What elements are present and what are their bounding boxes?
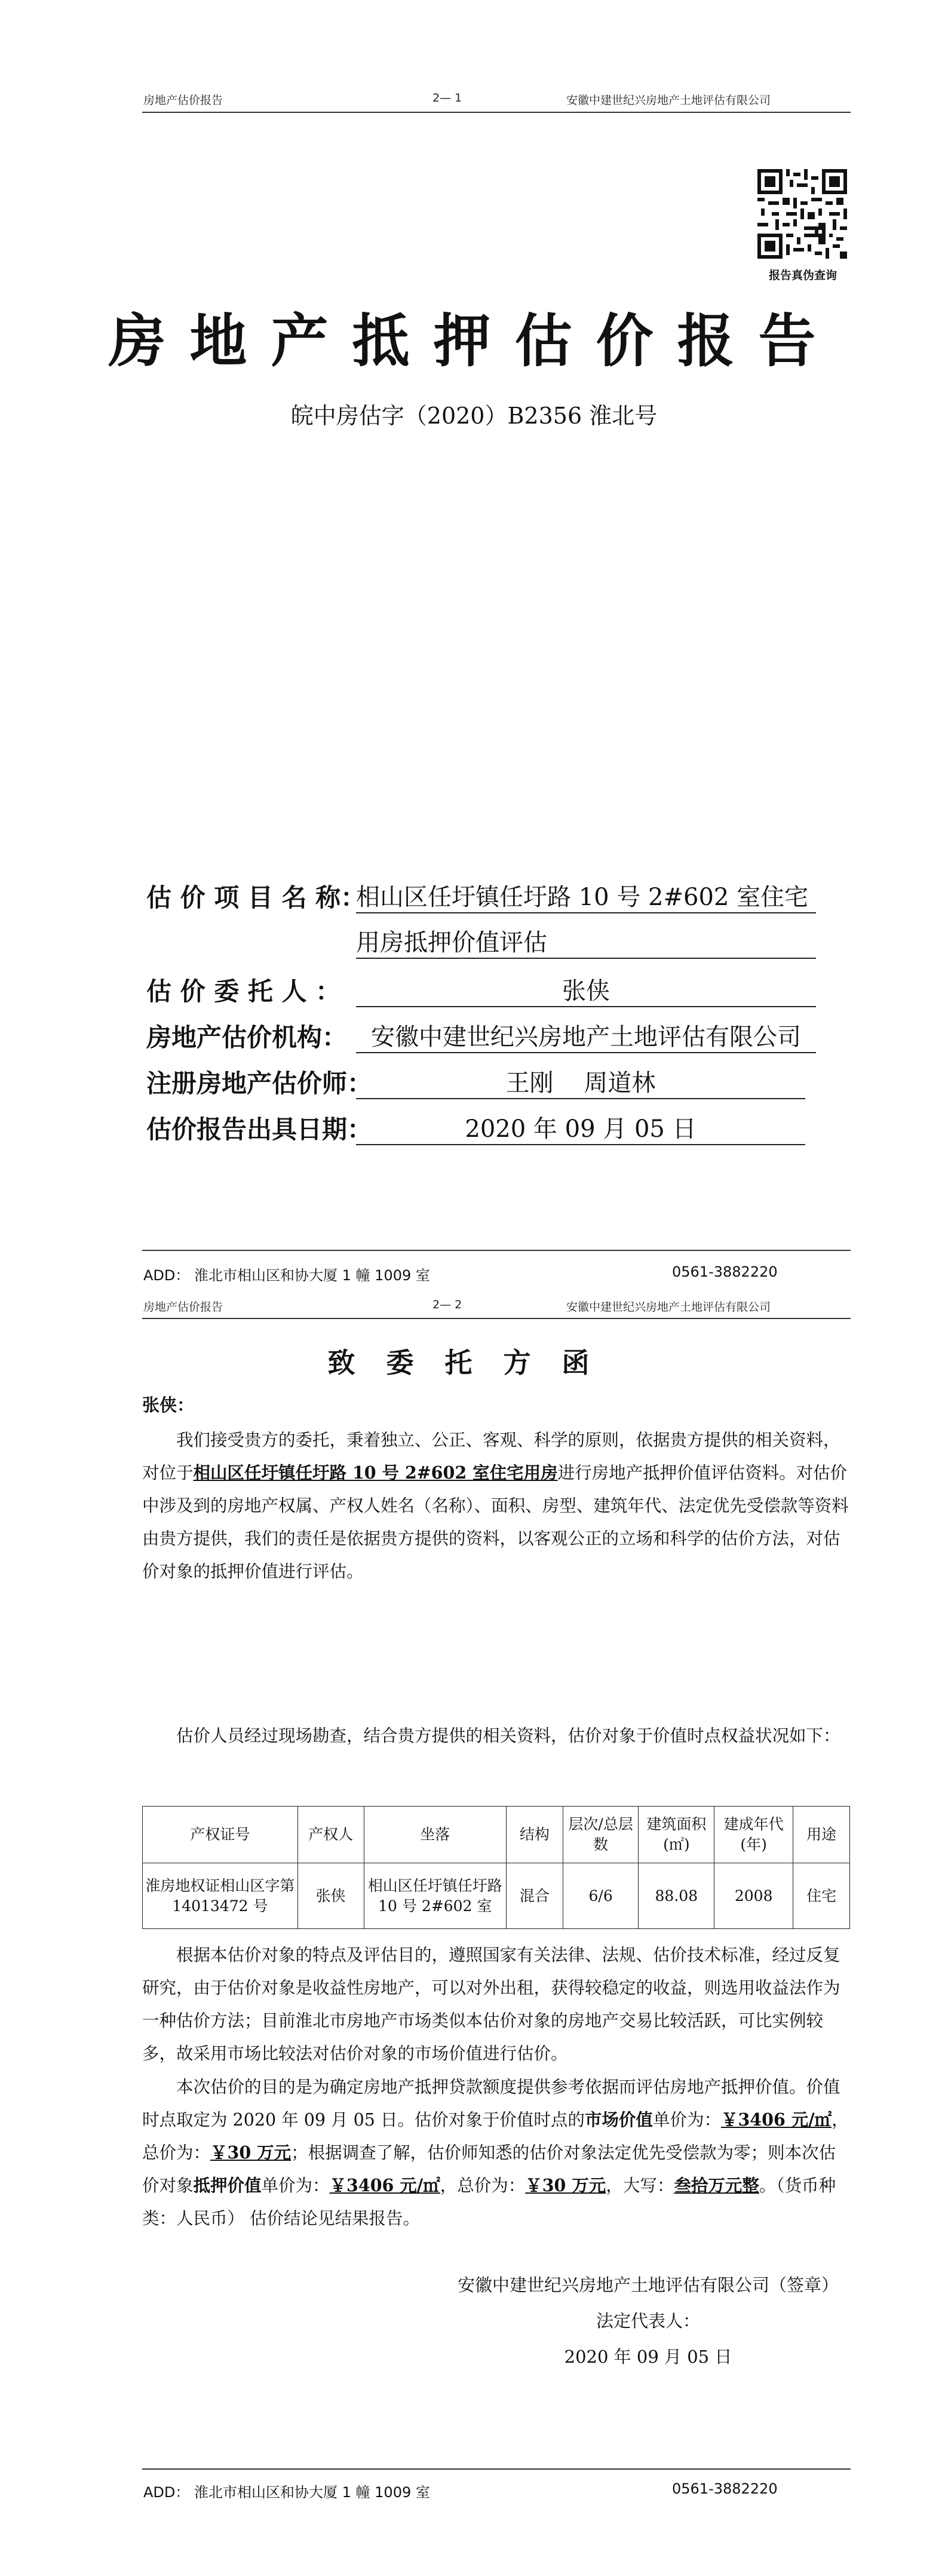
th-floors: 层次/总层数 <box>563 1807 639 1863</box>
page2-footer-rule <box>142 2468 851 2470</box>
th-area: 建筑面积(㎡) <box>639 1807 714 1863</box>
p4-mortgage-total-price: ￥30 万元 <box>525 2175 606 2195</box>
field-value-agency: 安徽中建世纪兴房地产土地评估有限公司 <box>356 1018 816 1053</box>
page2-header-left: 房地产估价报告 <box>143 1301 223 1314</box>
table-row <box>143 1863 850 1929</box>
letter-paragraph-4 <box>142 2071 850 2235</box>
p1-property-address: 相山区任圩镇任圩路 10 号 2#602 室住宅用房 <box>193 1462 558 1483</box>
p4-text-c: ，总价为： <box>142 2110 849 2163</box>
field-agency <box>146 1018 347 1054</box>
signature-date: 2020 年 09 月 05 日 <box>564 2347 732 2367</box>
p1-text-a: 我们接受贵方的委托，秉着独立、公正、客观、科学的原则，依据贵方提供的相关资料，对位于 <box>142 1430 840 1483</box>
p4-text-f: ，总价为： <box>440 2176 526 2195</box>
page1-header-page-number: 2— 1 <box>432 91 462 105</box>
th-cert: 产权证号 <box>143 1807 298 1863</box>
td-cert: 淮房地权证相山区字第 14013472 号 <box>143 1863 298 1929</box>
page1-header-rule <box>142 112 851 113</box>
letter-title: 致委托方函 <box>327 1347 621 1379</box>
property-table-header <box>143 1807 850 1863</box>
field-label: 估 价 项 目 名 称： <box>146 883 366 912</box>
th-location: 坐落 <box>364 1807 507 1863</box>
field-value-project-name-line1: 相山区任圩镇任圩路 10 号 2#602 室住宅 <box>356 878 816 913</box>
page2-header-page-number: 2— 2 <box>432 1298 462 1311</box>
td-area: 88.08 <box>639 1863 714 1929</box>
th-owner: 产权人 <box>297 1807 364 1863</box>
p4-amount-in-words: 叁拾万元整 <box>674 2175 759 2195</box>
signature-company: 安徽中建世纪兴房地产土地评估有限公司（签章） <box>457 2275 839 2295</box>
p3-text: 根据本估价对象的特点及评估目的，遵照国家有关法律、法规、估价技术标准，经过反复研究，由于估价对象是收益性房地产，可以对外出租，获得较稳定的收益，则选用收益法作为一种估价方法；目前淮北市房地产市场类似本估价对象的房地产交易比较活跃，可比实例较多，故采用市场比较法对估价对象的市场价值进行估价。 <box>142 1945 840 2063</box>
p4-text-a: 本次估价的目的是为确定房地产抵押贷款额度提供参考依据而评估房地产抵押价值。价值时点取定为 2020 年 09 月 05 日。估价对象于价值时点的 <box>142 2077 840 2130</box>
p4-mortgage-unit-price: ￥3406 元/㎡ <box>329 2175 440 2195</box>
letter-paragraph-1 <box>142 1424 850 1588</box>
field-value-appraisers: 王刚 周道林 <box>356 1064 805 1099</box>
page2-footer-address: ADD： 淮北市相山区和协大厦 1 幢 1009 室 <box>143 2484 430 2501</box>
field-label: 估价报告出具日期： <box>146 1115 373 1144</box>
field-label: 房地产估价机构： <box>146 1023 348 1052</box>
field-project-name <box>146 878 366 914</box>
page1-footer-phone: 0561-3882220 <box>672 1264 778 1280</box>
td-structure: 混合 <box>507 1863 563 1929</box>
th-year: 建成年代(年) <box>714 1807 793 1863</box>
field-value-client: 张侠 <box>356 972 816 1007</box>
page1-header-left: 房地产估价报告 <box>143 94 223 107</box>
p4-market-value-label: 市场价值 <box>584 2109 653 2130</box>
p4-mortgage-value-label: 抵押价值 <box>193 2175 262 2195</box>
p4-text-d: ；根据调查了解，估价师知悉的估价对象法定优先受偿款为零；则本次估价对象 <box>142 2143 836 2195</box>
page1-footer-address: ADD： 淮北市相山区和协大厦 1 幢 1009 室 <box>143 1267 430 1284</box>
td-owner: 张侠 <box>297 1863 364 1929</box>
field-label: 注册房地产估价师： <box>146 1069 373 1098</box>
p4-text-g: ，大写： <box>606 2176 674 2195</box>
qr-caption: 报告真伪查询 <box>768 269 837 282</box>
report-title: 房地产抵押估价报告 <box>108 307 840 375</box>
field-label: 估 价 委 托 人 ： <box>146 977 341 1006</box>
page2-footer-phone: 0561-3882220 <box>672 2480 778 2497</box>
report-number: 皖中房估字（2020）B2356 淮北号 <box>290 403 658 429</box>
field-client <box>146 972 340 1008</box>
p4-market-total-price: ￥30 万元 <box>210 2142 292 2163</box>
p4-text-b: 单价为： <box>652 2110 721 2130</box>
page1-footer-rule <box>142 1250 851 1251</box>
td-year: 2008 <box>714 1863 793 1929</box>
field-appraisers <box>146 1064 372 1100</box>
letter-salutation: 张侠： <box>142 1395 195 1415</box>
field-value-report-date: 2020 年 09 月 05 日 <box>356 1110 805 1145</box>
p4-market-unit-price: ￥3406 元/㎡ <box>720 2109 832 2130</box>
p4-text-e: 单价为： <box>261 2176 330 2195</box>
signature-legal-rep: 法定代表人： <box>596 2311 700 2331</box>
qr-code-icon[interactable] <box>757 169 847 259</box>
th-structure: 结构 <box>507 1807 563 1863</box>
page1-header-right: 安徽中建世纪兴房地产土地评估有限公司 <box>566 94 771 107</box>
property-table <box>142 1806 850 1929</box>
td-use: 住宅 <box>793 1863 850 1929</box>
th-use: 用途 <box>793 1807 850 1863</box>
td-floors: 6/6 <box>563 1863 639 1929</box>
p1-text-c: 进行房地产抵押价值评估资料。对估价中涉及到的房地产权属、产权人姓名（名称）、面积、房型、建筑年代、法定优先受偿款等资料由贵方提供，我们的责任是依据贵方提供的资料，以客观公正的立场和科学的估价方法，对估价对象的抵押价值进行评估。 <box>142 1463 849 1581</box>
td-location: 相山区任圩镇任圩路 10 号 2#602 室 <box>364 1863 507 1929</box>
p4-text-h: 。（货币种类：人民币） 估价结论见结果报告。 <box>142 2176 836 2228</box>
page2-header-right: 安徽中建世纪兴房地产土地评估有限公司 <box>566 1301 771 1314</box>
letter-paragraph-2 <box>142 1719 850 1752</box>
field-value-project-name-line2: 用房抵押价值评估 <box>356 924 816 959</box>
field-report-date <box>146 1110 372 1146</box>
letter-paragraph-3 <box>142 1939 850 2070</box>
page2-header-rule <box>142 1318 851 1319</box>
p2-text: 估价人员经过现场勘查，结合贵方提供的相关资料，估价对象于价值时点权益状况如下： <box>176 1726 840 1746</box>
